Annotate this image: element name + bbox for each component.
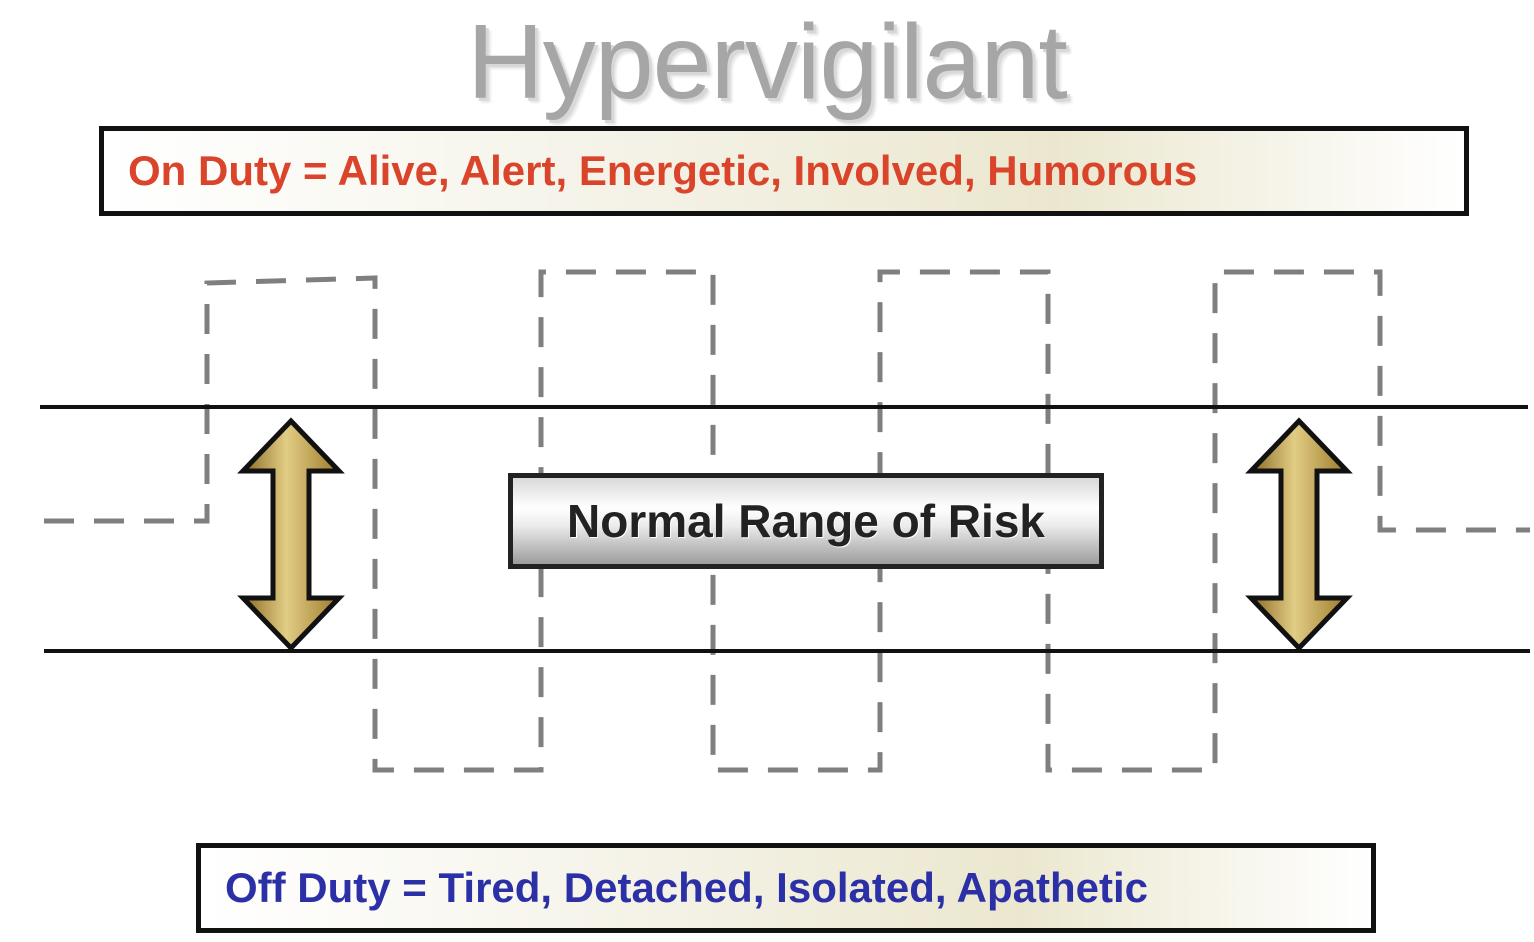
diagram-title: Hypervigilant [467,3,1067,121]
normal-range-label [508,473,1104,569]
off-duty-text: Off Duty = Tired, Detached, Isolated, Apathetic [225,864,1149,911]
on-duty-text: On Duty = Alive, Alert, Energetic, Involved, Humorous [128,147,1198,194]
off-duty-box [196,843,1376,933]
normal-range-text: Normal Range of Risk [567,495,1045,547]
double-arrow-icon [243,421,339,648]
double-arrow-icon [1251,421,1347,648]
